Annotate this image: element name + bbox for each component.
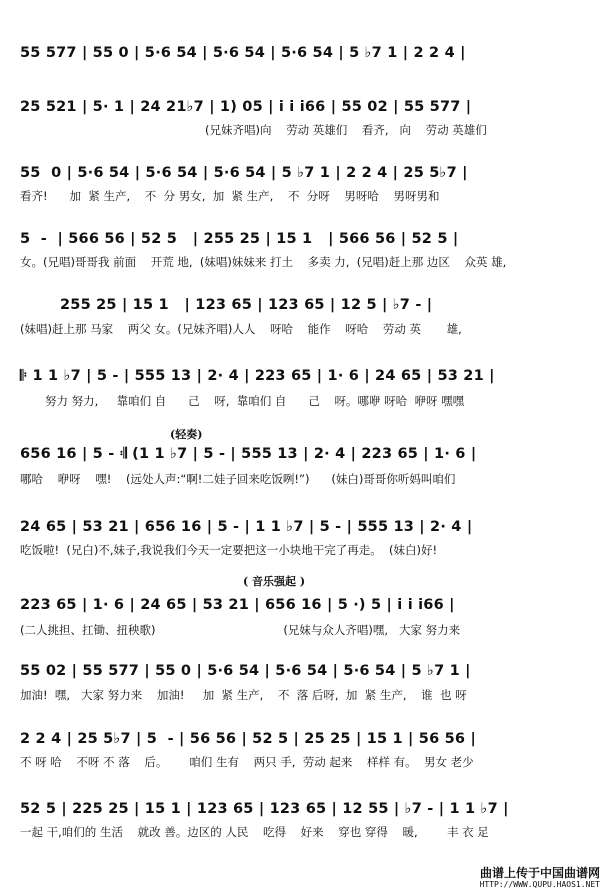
watermark-title: 曲谱上传于中国曲谱网 <box>479 866 600 880</box>
notation-line-8: 24 65 | 53 21 | 656 16 | 5 - | 1 1 ♭7 | 5 - | 555 13 | 2· 4 | <box>20 519 473 535</box>
notation-line-1: 55 577 | 55 0 | 5·6 54 | 5·6 54 | 5·6 54 | 5 ♭7 1 | 2 2 4 | <box>20 45 466 61</box>
lyric-line-4: 女。(兄唱)哥哥我 前面 开荒 地, (妹唱)妹妹来 打土 多卖 力, (兄唱)赶上那 边区 众英 雄, <box>20 255 507 269</box>
notation-line-5: 255 25 | 15 1 | 123 65 | 123 65 | 12 5 | ♭7 - | <box>60 297 433 313</box>
lyric-line-2: (兄妹齐唱)向 劳动 英雄们 看齐, 向 劳动 英雄们 <box>205 123 487 137</box>
notation-line-7: 656 16 | 5 - 𝄇 (1 1 ♭7 | 5 - | 555 13 | 2· 4 | 223 65 | 1· 6 | <box>20 446 477 462</box>
notation-line-3: 55 0 | 5·6 54 | 5·6 54 | 5·6 54 | 5 ♭7 1 | 2 2 4 | 25 5♭7 | <box>20 165 468 181</box>
light-play-marking: (轻奏) <box>170 428 203 441</box>
lyric-line-9: (二人挑担、扛锄、扭秧歌) (兄妹与众人齐唱)嘿, 大家 努力来 <box>20 623 461 637</box>
lyric-line-6: 努力 努力, 靠咱们 自 己 呀, 靠咱们 自 己 呀。哪咿 呀哈 咿呀 嘿嘿 <box>45 394 465 408</box>
notation-line-10: 55 02 | 55 577 | 55 0 | 5·6 54 | 5·6 54 | 5·6 54 | 5 ♭7 1 | <box>20 663 471 679</box>
music-rises-marking: ( 音乐强起 ) <box>243 575 306 588</box>
lyric-line-10: 加油! 嘿, 大家 努力来 加油! 加 紧 生产, 不 落 后呀, 加 紧 生产, 谁 也 呀 <box>20 688 467 702</box>
notation-line-11: 2 2 4 | 25 5♭7 | 5 - | 56 56 | 52 5 | 25 25 | 15 1 | 56 56 | <box>20 731 476 747</box>
lyric-line-11: 不 呀 哈 不呀 不 落 后。 咱们 生有 两只 手, 劳动 起来 样样 有。 男女 老少 <box>20 755 474 769</box>
notation-line-12: 52 5 | 225 25 | 15 1 | 123 65 | 123 65 | 12 55 | ♭7 - | 1 1 ♭7 | <box>20 801 509 817</box>
watermark-url: HTTP://WWW.QUPU.HAOS1.NET <box>479 880 600 889</box>
watermark <box>480 866 600 890</box>
lyric-line-5: (妹唱)赶上那 马家 两父 女。(兄妹齐唱)人人 呀哈 能作 呀哈 劳动 英 雄, <box>20 322 462 336</box>
notation-line-9: 223 65 | 1· 6 | 24 65 | 53 21 | 656 16 | 5 ·) 5 | i i i66 | <box>20 597 455 613</box>
lyric-line-3: 看齐! 加 紧 生产, 不 分 男女, 加 紧 生产, 不 分呀 男呀哈 男呀男和 <box>20 189 440 203</box>
lyric-line-7: 哪哈 咿呀 嘿! (远处人声:“啊!二娃子回来吃饭咧!”) (妹白)哥哥你听妈叫咱们 <box>20 472 456 486</box>
notation-line-2: 25 521 | 5· 1 | 24 21♭7 | 1) 05 | i i i66 | 55 02 | 55 577 | <box>20 99 472 115</box>
notation-line-6: 𝄆 1 1 ♭7 | 5 - | 555 13 | 2· 4 | 223 65 | 1· 6 | 24 65 | 53 21 | <box>20 368 495 384</box>
lyric-line-8: 吃饭啦! (兄白)不,妹子,我说我们今天一定要把这一小块地干完了再走。 (妹白)好! <box>20 543 438 557</box>
notation-line-4: 5 - | 566 56 | 52 5 | 255 25 | 15 1 | 566 56 | 52 5 | <box>20 231 459 247</box>
lyric-line-12: 一起 干,咱们的 生活 就改 善。边区的 人民 吃得 好来 穿也 穿得 暖, 丰 衣 足 <box>20 825 489 839</box>
